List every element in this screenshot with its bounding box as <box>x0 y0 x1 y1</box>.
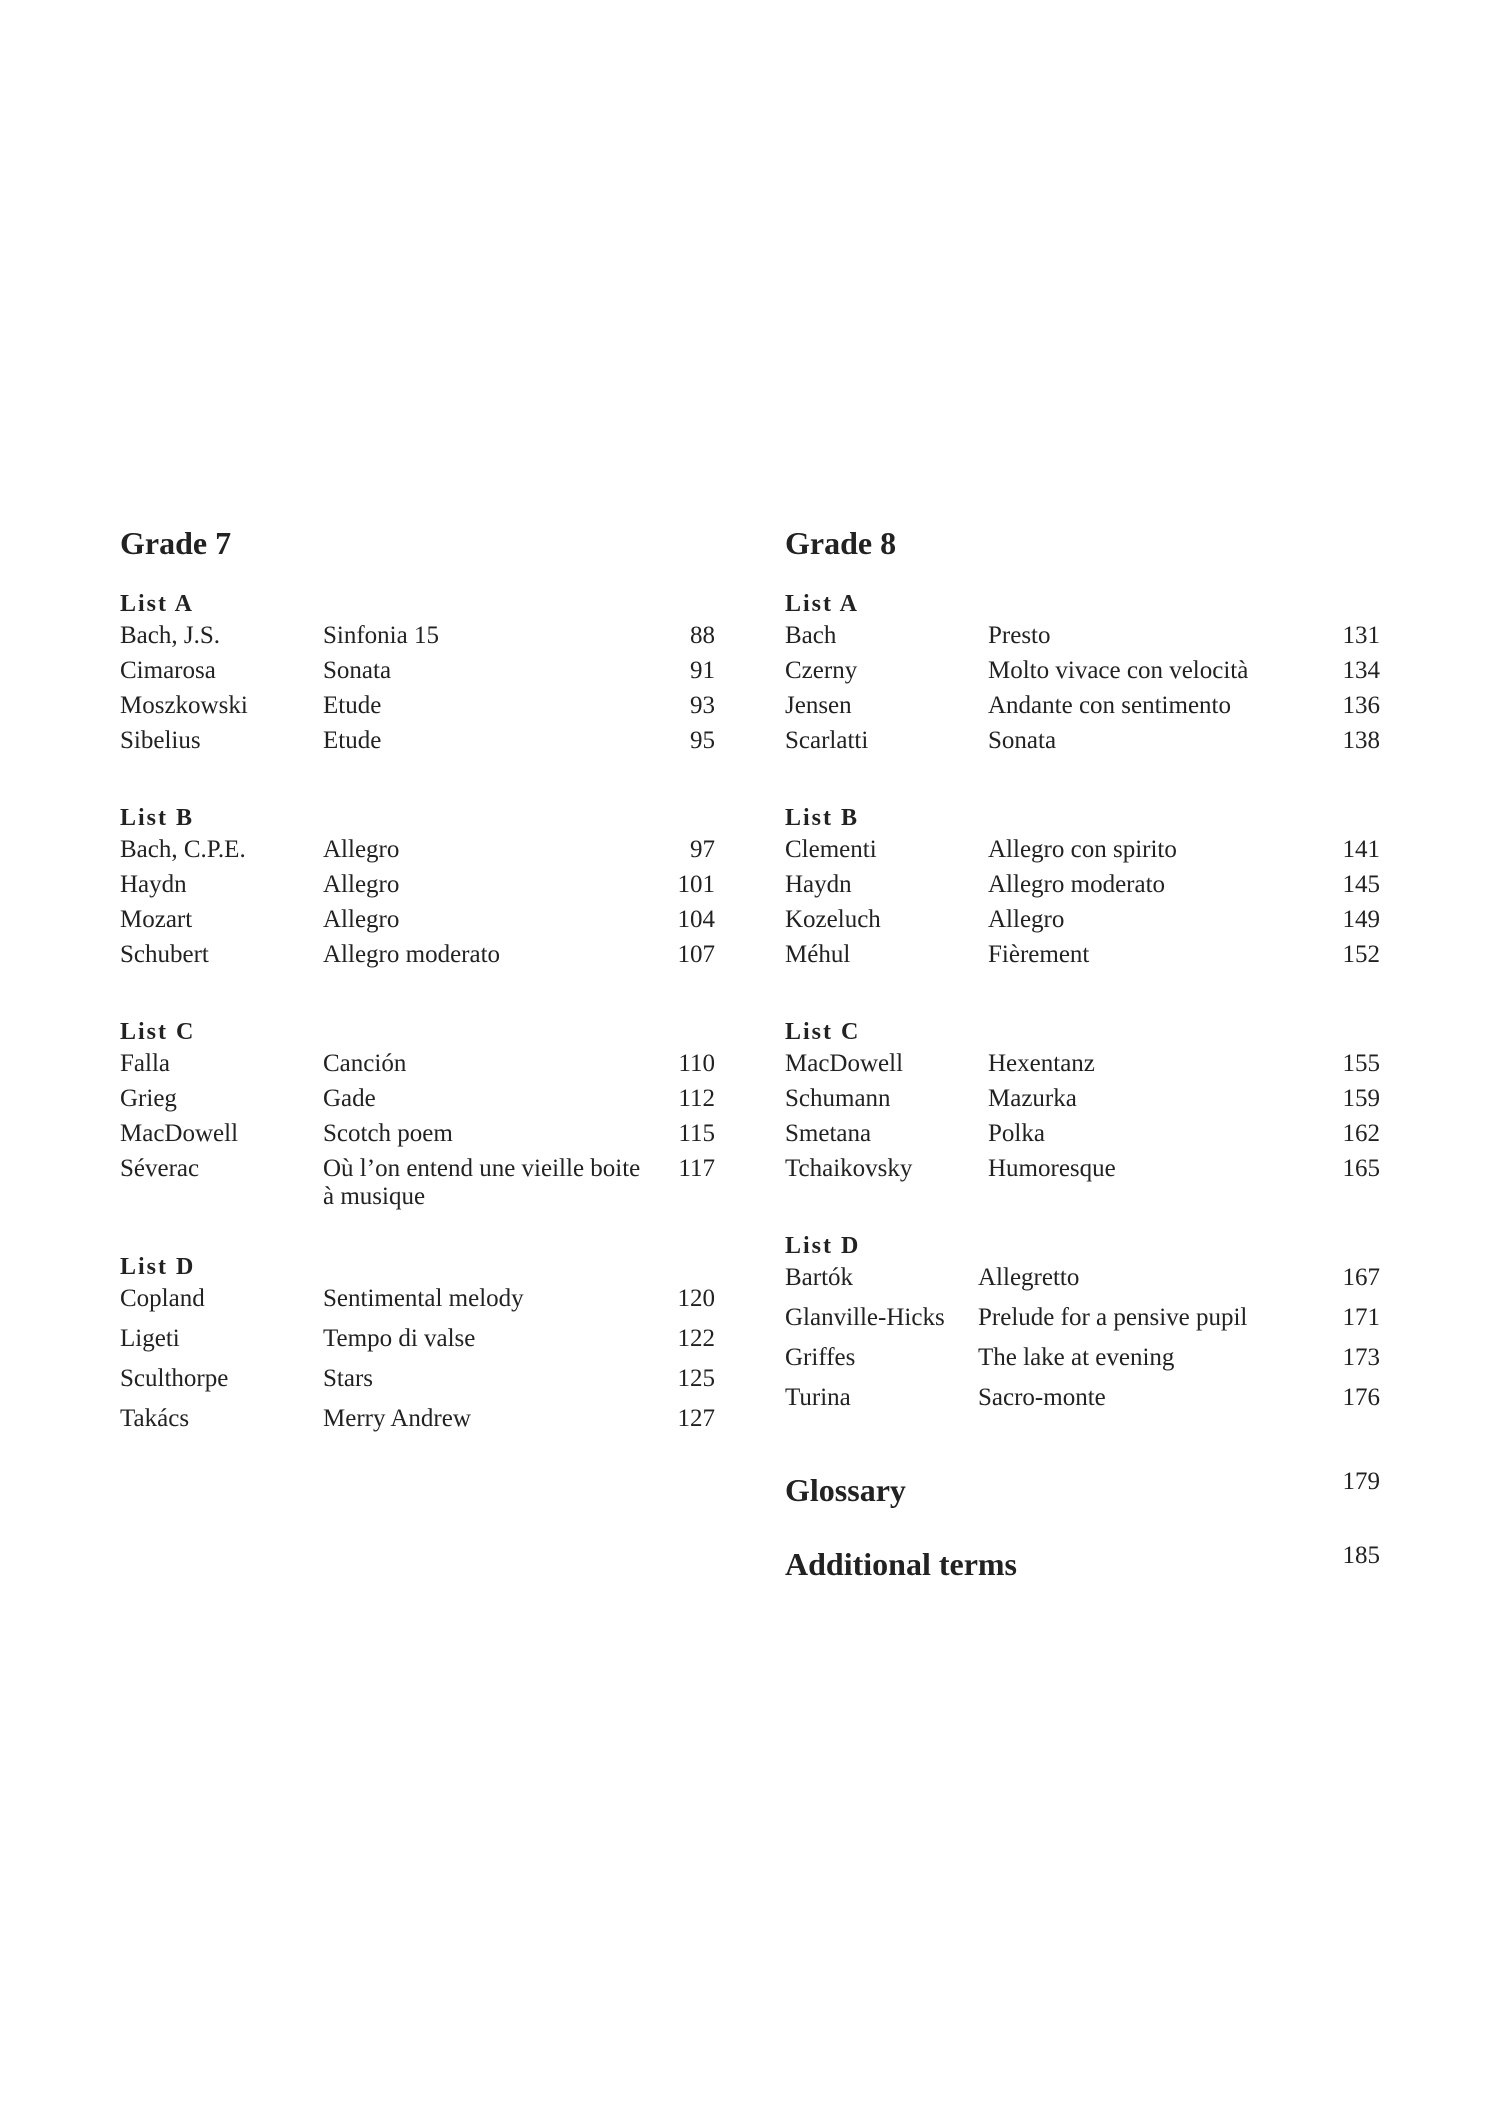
piece-title: Allegro <box>988 906 1065 933</box>
page-number: 131 <box>1342 622 1380 649</box>
contents-entry[interactable] <box>785 941 1380 976</box>
contents-entry[interactable] <box>785 1304 1380 1344</box>
list-section <box>120 1014 715 1211</box>
contents-entry[interactable] <box>785 906 1380 941</box>
contents-entry[interactable] <box>120 1405 715 1445</box>
page-number: 138 <box>1342 727 1380 754</box>
contents-entry[interactable] <box>785 1384 1380 1424</box>
page-number: 101 <box>677 871 715 898</box>
page-number: 165 <box>1342 1155 1380 1182</box>
piece-title: Allegro <box>323 836 400 863</box>
composer-name: MacDowell <box>120 1120 239 1147</box>
composer-name: Sculthorpe <box>120 1365 229 1392</box>
composer-name: Griffes <box>785 1344 856 1371</box>
piece-title: Humoresque <box>988 1155 1116 1182</box>
composer-name: Bach <box>785 622 837 649</box>
piece-title: Allegro con spirito <box>988 836 1177 863</box>
composer-name: Clementi <box>785 836 877 863</box>
piece-title: Allegretto <box>978 1264 1080 1291</box>
piece-title: Polka <box>988 1120 1045 1147</box>
page-number: 125 <box>677 1365 715 1392</box>
grade-8-title: Grade 8 <box>785 525 897 561</box>
piece-title: Sacro-monte <box>978 1384 1106 1411</box>
contents-entry[interactable] <box>120 1120 715 1155</box>
grade-7-column <box>120 515 715 1483</box>
composer-name: Schumann <box>785 1085 891 1112</box>
composer-name: Tchaikovsky <box>785 1155 913 1182</box>
list-title: List D <box>785 1233 861 1259</box>
page-number: 91 <box>690 657 715 684</box>
page-number: 179 <box>1342 1468 1380 1495</box>
composer-name: Takács <box>120 1405 190 1432</box>
contents-entry[interactable] <box>120 871 715 906</box>
page-number: 127 <box>677 1405 715 1432</box>
composer-name: Grieg <box>120 1085 177 1112</box>
piece-title: Tempo di valse <box>323 1325 476 1352</box>
list-section <box>785 1014 1380 1190</box>
piece-title: Allegro <box>323 906 400 933</box>
page-number: 95 <box>690 727 715 754</box>
composer-name: Haydn <box>785 871 852 898</box>
contents-entry[interactable] <box>785 836 1380 871</box>
list-section <box>785 800 1380 976</box>
contents-entry[interactable] <box>120 1155 715 1211</box>
page-number: 141 <box>1342 836 1380 863</box>
page-number: 176 <box>1342 1384 1380 1411</box>
list-title: List C <box>120 1019 196 1045</box>
list-section <box>120 586 715 762</box>
list-title: List D <box>120 1254 196 1280</box>
contents-entry[interactable] <box>785 1050 1380 1085</box>
contents-entry[interactable] <box>120 906 715 941</box>
composer-name: Jensen <box>785 692 852 719</box>
composer-name: Ligeti <box>120 1325 180 1352</box>
grade-8-column <box>785 515 1380 1598</box>
page-number: 152 <box>1342 941 1380 968</box>
composer-name: Séverac <box>120 1155 200 1182</box>
piece-title: Prelude for a pensive pupil <box>978 1304 1248 1331</box>
page-number: 155 <box>1342 1050 1380 1077</box>
page-number: 159 <box>1342 1085 1380 1112</box>
piece-title: Scotch poem <box>323 1120 453 1147</box>
grade-7-lists <box>120 586 715 1445</box>
contents-entry[interactable] <box>785 657 1380 692</box>
piece-title: Merry Andrew <box>323 1405 471 1432</box>
composer-name: Méhul <box>785 941 851 968</box>
piece-title: Allegro moderato <box>988 871 1166 898</box>
piece-title: Etude <box>323 727 382 754</box>
contents-entry[interactable] <box>120 657 715 692</box>
composer-name: Smetana <box>785 1120 872 1147</box>
piece-title: Allegro moderato <box>323 941 501 968</box>
page-number: 117 <box>678 1155 715 1182</box>
page-number: 162 <box>1342 1120 1380 1147</box>
piece-title: Allegro <box>323 871 400 898</box>
piece-title: Etude <box>323 692 382 719</box>
grade-8-lists <box>785 586 1380 1424</box>
piece-title: Presto <box>988 622 1051 649</box>
list-title: List A <box>120 591 195 617</box>
list-section <box>120 1249 715 1445</box>
list-section <box>785 1228 1380 1424</box>
contents-entry[interactable] <box>120 692 715 727</box>
composer-name: Schubert <box>120 941 209 968</box>
contents-entry[interactable] <box>785 1344 1380 1384</box>
contents-entry[interactable] <box>120 941 715 976</box>
grade-7-title: Grade 7 <box>120 525 232 561</box>
page-number: 112 <box>678 1085 715 1112</box>
back-matter-entry[interactable] <box>785 1536 1380 1598</box>
composer-name: Moszkowski <box>120 692 248 719</box>
composer-name: Bartók <box>785 1264 854 1291</box>
back-matter-title: Additional terms <box>785 1546 1017 1582</box>
piece-title: Mazurka <box>988 1085 1077 1112</box>
composer-name: Mozart <box>120 906 193 933</box>
list-title: List C <box>785 1019 861 1045</box>
piece-title: Andante con sentimento <box>988 692 1231 719</box>
contents-entry[interactable] <box>785 727 1380 762</box>
piece-title: Canción <box>323 1050 407 1077</box>
contents-entry[interactable] <box>120 727 715 762</box>
contents-entry[interactable] <box>785 692 1380 727</box>
contents-entry[interactable] <box>785 1264 1380 1304</box>
composer-name: Scarlatti <box>785 727 869 754</box>
page-number: 122 <box>677 1325 715 1352</box>
contents-entry[interactable] <box>785 1085 1380 1120</box>
contents-entry[interactable] <box>120 1365 715 1405</box>
piece-title: Stars <box>323 1365 373 1392</box>
back-matter <box>785 1462 1380 1598</box>
composer-name: Kozeluch <box>785 906 881 933</box>
composer-name: Cimarosa <box>120 657 216 684</box>
piece-title: Fièrement <box>988 941 1090 968</box>
composer-name: Bach, C.P.E. <box>120 836 246 863</box>
contents-entry[interactable] <box>120 1050 715 1085</box>
page-number: 173 <box>1342 1344 1380 1371</box>
contents-entry[interactable] <box>785 871 1380 906</box>
page-number: 104 <box>677 906 715 933</box>
piece-title: Sinfonia 15 <box>323 622 439 649</box>
list-section <box>120 800 715 976</box>
list-title: List B <box>120 805 195 831</box>
composer-name: MacDowell <box>785 1050 904 1077</box>
composer-name: Copland <box>120 1285 205 1312</box>
back-matter-title: Glossary <box>785 1472 906 1508</box>
contents-entry[interactable] <box>120 1085 715 1120</box>
composer-name: Haydn <box>120 871 187 898</box>
contents-entry[interactable] <box>120 836 715 871</box>
piece-title: The lake at evening <box>978 1344 1175 1371</box>
back-matter-entry[interactable] <box>785 1462 1380 1524</box>
page-number: 149 <box>1342 906 1380 933</box>
piece-title: Sonata <box>323 657 392 684</box>
contents-entry[interactable] <box>120 1325 715 1365</box>
piece-title: Sonata <box>988 727 1057 754</box>
contents-entry[interactable] <box>785 622 1380 657</box>
composer-name: Turina <box>785 1384 851 1411</box>
page-number: 134 <box>1342 657 1380 684</box>
page-number: 107 <box>677 941 715 968</box>
composer-name: Glanville-Hicks <box>785 1304 945 1331</box>
page-number: 120 <box>677 1285 715 1312</box>
contents-entry[interactable] <box>120 622 715 657</box>
list-title: List B <box>785 805 860 831</box>
piece-title: Hexentanz <box>988 1050 1095 1077</box>
composer-name: Bach, J.S. <box>120 622 220 649</box>
page-number: 88 <box>690 622 715 649</box>
contents-entry[interactable] <box>120 1285 715 1325</box>
page-number: 115 <box>678 1120 715 1147</box>
page-number: 97 <box>690 836 715 863</box>
page-number: 110 <box>678 1050 715 1077</box>
page-number: 185 <box>1342 1542 1380 1569</box>
list-title: List A <box>785 591 860 617</box>
page-number: 93 <box>690 692 715 719</box>
page-number: 171 <box>1342 1304 1380 1331</box>
list-section <box>785 586 1380 762</box>
composer-name: Falla <box>120 1050 170 1077</box>
piece-title: Molto vivace con velocità <box>988 657 1249 684</box>
page-number: 167 <box>1342 1264 1380 1291</box>
contents-entry[interactable] <box>785 1120 1380 1155</box>
page-number: 145 <box>1342 871 1380 898</box>
piece-title: Où l’on entend une vieille boite à musique <box>323 1155 641 1210</box>
page-number: 136 <box>1342 692 1380 719</box>
composer-name: Czerny <box>785 657 858 684</box>
contents-entry[interactable] <box>785 1155 1380 1190</box>
composer-name: Sibelius <box>120 727 201 754</box>
piece-title: Sentimental melody <box>323 1285 524 1312</box>
piece-title: Gade <box>323 1085 376 1112</box>
